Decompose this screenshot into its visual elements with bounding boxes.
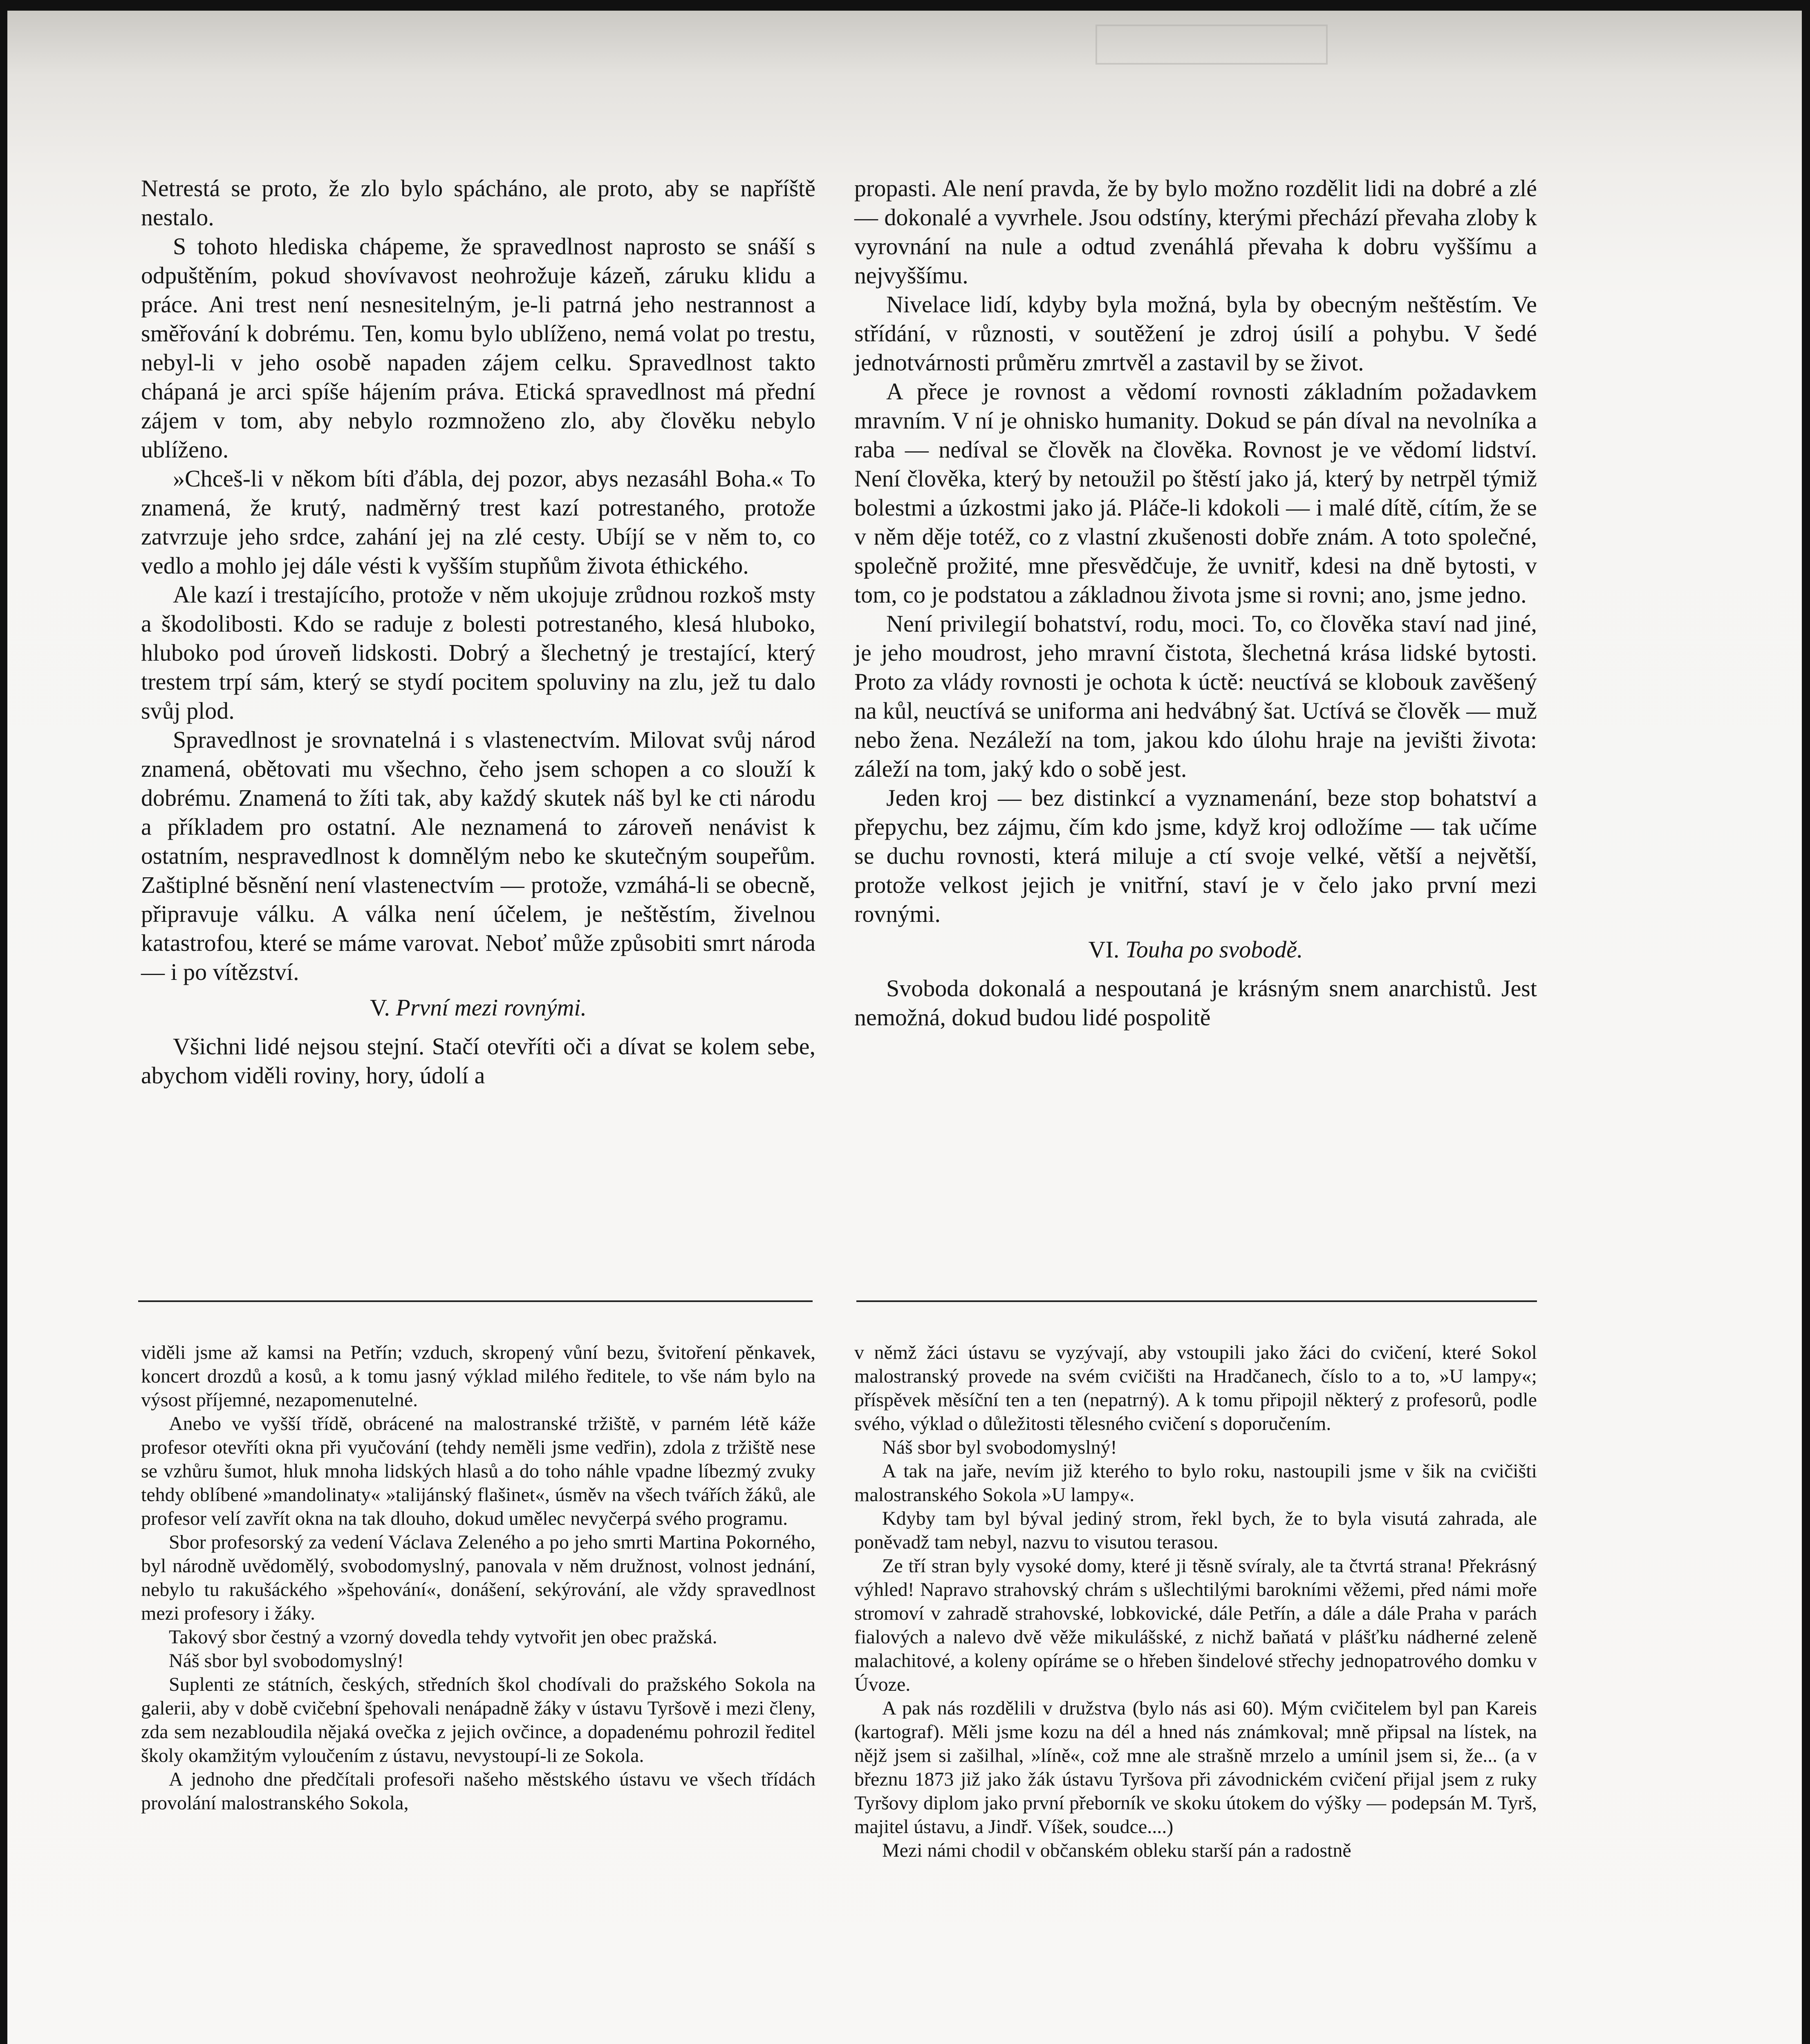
footnote-paragraph: viděli jsme až kamsi na Petřín; vzduch, skropený vůní bezu, švitoření pěnkavek, koncert drozdů a kosů, a k tomu jasný výklad milého ředitele, to vše nám bylo na výsost příjemné, nezapomenutelné. xyxy=(141,1342,815,1411)
footnote-paragraph: v němž žáci ústavu se vyzývají, aby vstoupili jako žáci do cvičení, které Sokol malostranský provede na svém cvičišti na Hradčanech, číslo to a to, »U lampy«; příspěvek měsíční ten a ten (nepatrný). A k tomu připojil některý z profesorů, podle svého, výklad o důležitosti tělesného cvičení s doporučením. xyxy=(854,1342,1537,1434)
section-number: VI. xyxy=(1088,936,1120,963)
footnote-text-right-column xyxy=(854,1341,1537,1862)
footnote-paragraph: Mezi námi chodil v občanském obleku starší pán a radostně xyxy=(882,1840,1351,1861)
section-number: V. xyxy=(370,994,390,1021)
footnote-paragraph: Takový sbor čestný a vzorný dovedla tehdy vytvořit jen obec pražská. xyxy=(169,1626,717,1648)
main-paragraph: Není privilegií bohatství, rodu, moci. To, co člověka staví nad jiné, je jeho moudrost, jeho mravní čistota, šlechetná krása lidské bytosti. Proto za vlády rovnosti je ochota k úctě: neuctívá se klobouk zavěšený na kůl, neuctívá se uniforma ani hedvábný šat. Uctívá se člověk — muž nebo žena. Nezáleží na tom, jakou kdo úlohu hraje na jevišti života: záleží na tom, jaký kdo o sobě jest. xyxy=(854,610,1537,782)
section-title: První mezi rovnými. xyxy=(396,994,587,1021)
footnote-paragraph: Sbor profesorský za vedení Václava Zeleného a po jeho smrti Martina Pokorného, byl národně uvědomělý, svobodomyslný, panovala v něm družnost, volnost jednání, nebylo tu rakušáckého »špehování«, donášení, sekýrování, ale vždy spravedlnost mezi profesory i žáky. xyxy=(141,1531,815,1624)
main-paragraph: Jeden kroj — bez distinkcí a vyznamenání, beze stop bohatství a přepychu, bez zájmu, čím kdo jsme, když kroj odložíme — tak učíme se duchu rovnosti, která miluje a ctí svoje velké, větší a největší, protože velkost jejich je vnitřní, staví je v čelo jako první mezi rovnými. xyxy=(854,784,1537,927)
main-paragraph: Ale kazí i trestajícího, protože v něm ukojuje zrůdnou rozkoš msty a škodolibosti. Kdo se raduje z bolesti potrestaného, klesá hluboko, hluboko pod úroveň lidskosti. Dobrý a šlechetný je trestající, který trestem trpí sám, který se stydí pocitem spoluviny na zlu, jež tu dalo svůj plod. xyxy=(141,581,815,724)
section-title: Touha po svobodě. xyxy=(1125,936,1303,963)
section-heading-v xyxy=(141,993,815,1022)
main-paragraph: Všichni lidé nejsou stejní. Stačí otevříti oči a dívat se kolem sebe, abychom viděli roviny, hory, údolí a xyxy=(141,1033,815,1089)
main-text-right-column xyxy=(854,174,1537,1032)
main-paragraph: Nivelace lidí, kdyby byla možná, byla by obecným neštěstím. Ve střídání, v různosti, v soutěžení je zdroj úsilí a pohybu. V šedé jednotvárnosti průměru zmrtvěl a zastavil by se život. xyxy=(854,291,1537,376)
footnote-paragraph: Anebo ve vyšší třídě, obrácené na malostranské tržiště, v parném létě káže profesor otevříti okna při vyučování (tehdy neměli jsme vedřin), zdola z tržiště nese se vzhůru šumot, hluk mnoha lidských hlasů a do toho náhle vpadne líbezmý zvuky tehdy oblíbené »mandolinaty« »talijánský flašinet«, úsměv na všech tvářích žáků, ale profesor velí zavřít okna na tak dlouho, dokud umělec nevyčerpá svého programu. xyxy=(141,1413,815,1529)
footnote-paragraph: Ze tří stran byly vysoké domy, které ji těsně svíraly, ale ta čtvrtá strana! Překrásný výhled! Napravo strahovský chrám s ušlechtilými barokními věžemi, před námi moře stromoví v zahradě strahovské, lobkovické, dále Petřín, a dále a dále Praha v parách fialových a nalevo dvě věže mikulášské, z nichž baňatá v plášťku nádherné zeleně malachitové, a koleny opíráme se o hřeben šindelové střechy jednopatrového domku v Úvoze. xyxy=(854,1555,1537,1695)
footnote-paragraph: A pak nás rozdělili v družstva (bylo nás asi 60). Mým cvičitelem byl pan Kareis (kartograf). Měli jsme kozu na dél a hned nás známkoval; mně připsal na lístek, na nějž jsem si zašilhal, »líně«, což mne ale strašně mrzelo a umínil jsem si, že... (a v březnu 1873 již jako žák ústavu Tyršova při závodnickém cvičení přijal jsem z ruky Tyršovy diplom jako první přeborník ve skoku útokem do výšky — podepsán M. Tyrš, majitel ústavu, a Jindř. Víšek, soudce....) xyxy=(854,1697,1537,1838)
main-text-left-column xyxy=(141,174,815,1090)
main-paragraph: Spravedlnost je srovnatelná i s vlastenectvím. Milovat svůj národ znamená, obětovati mu všechno, čeho jsem schopen a co slouží k dobrému. Znamená to žíti tak, aby každý skutek náš byl ke cti národu a příkladem pro ostatní. Ale neznamená to zároveň nenávist k ostatním, nespravedlnost k domnělým nebo ke skutečným soupeřům. Zaštiplné běsnění není vlastenectvím — protože, vzmáhá-li se obecně, připravuje válku. A válka není účelem, je neštěstím, živelnou katastrofou, které se máme varovat. Neboť může způsobiti smrt národa — i po vítězství. xyxy=(141,726,815,985)
footnote-paragraph: Kdyby tam byl býval jediný strom, řekl bych, že to byla visutá zahrada, ale poněvadž tam nebyl, nazvu to visutou terasou. xyxy=(854,1508,1537,1553)
section-heading-vi xyxy=(854,935,1537,964)
footnote-paragraph: Náš sbor byl svobodomyslný! xyxy=(882,1437,1117,1458)
main-paragraph: A přece je rovnost a vědomí rovnosti základním požadavkem mravním. V ní je ohnisko humanity. Dokud se pán díval na nevolníka a raba — nedíval se člověk na člověka. Rovnost je ve vědomí lidství. Není člověka, který by netoužil po štěstí jako já, který by netrpěl týmiž bolestmi a úzkostmi jako já. Pláče-li kdokoli — i malé dítě, cítím, že se v něm děje totéž, co z vlastní zkušenosti dobře znám. A toto společné, společně prožité, mne přesvědčuje, že uvnitř, kdesi na dně bytosti, v tom, co je podstatou a základnou života jsme si rovni; ano, jsme jedno. xyxy=(854,378,1537,608)
footnote-divider-left xyxy=(138,1300,813,1302)
footnote-paragraph: Suplenti ze státních, českých, středních škol chodívali do pražského Sokola na galerii, aby v době cvičební špehovali nenápadně žáky v ústavu Tyršově i mezi členy, zda sem nezabloudila nějaká ovečka z jejich ovčince, a dopadenému pohrozil ředitel školy okamžitým vyloučením z ústavu, nevystoupí-li ze Sokola. xyxy=(141,1674,815,1766)
faded-library-stamp xyxy=(1095,25,1328,65)
main-paragraph: Netrestá se proto, že zlo bylo spácháno, ale proto, aby se napříště nestalo. xyxy=(141,175,815,231)
footnote-paragraph: A jednoho dne předčítali profesoři našeho městského ústavu ve všech třídách provolání malostranského Sokola, xyxy=(141,1768,815,1814)
main-paragraph: »Chceš-li v někom bíti ďábla, dej pozor, abys nezasáhl Boha.« To znamená, že krutý, nadměrný trest kazí potrestaného, protože zatvrzuje jeho srdce, zahání jej na zlé cesty. Ubíjí se v něm to, co vedlo a mohlo jej dále vésti k vyšším stupňům života éthického. xyxy=(141,465,815,579)
main-paragraph: S tohoto hlediska chápeme, že spravedlnost naprosto se snáší s odpuštěním, pokud shovívavost neohrožuje kázeň, záruku klidu a práce. Ani trest není nesnesitelným, je-li patrná jeho nestrannost a směřování k dobrému. Ten, komu bylo ublíženo, nemá volat po trestu, nebyl-li v jeho osobě napaden zájem celku. Spravedlnost takto chápaná je arci spíše hájením práva. Etická spravedlnost má přední zájem v tom, aby nebylo rozmnoženo zlo, aby člověku nebylo ublíženo. xyxy=(141,233,815,463)
footnote-paragraph: Náš sbor byl svobodomyslný! xyxy=(169,1650,404,1672)
main-paragraph: Svoboda dokonalá a nespoutaná je krásným snem anarchistů. Jest nemožná, dokud budou lidé pospolitě xyxy=(854,975,1537,1031)
footnote-text-left-column xyxy=(141,1341,815,1815)
footnote-paragraph: A tak na jaře, nevím již kterého to bylo roku, nastoupili jsme v šik na cvičišti malostranského Sokola »U lampy«. xyxy=(854,1460,1537,1506)
footnote-divider-right xyxy=(856,1300,1537,1302)
main-paragraph: propasti. Ale není pravda, že by bylo možno rozdělit lidi na dobré a zlé — dokonalé a vyvrhele. Jsou odstíny, kterými přechází převaha zloby k vyrovnání na nule a odtud zvenáhlá převaha k dobru vyššímu a nejvyššímu. xyxy=(854,175,1537,289)
